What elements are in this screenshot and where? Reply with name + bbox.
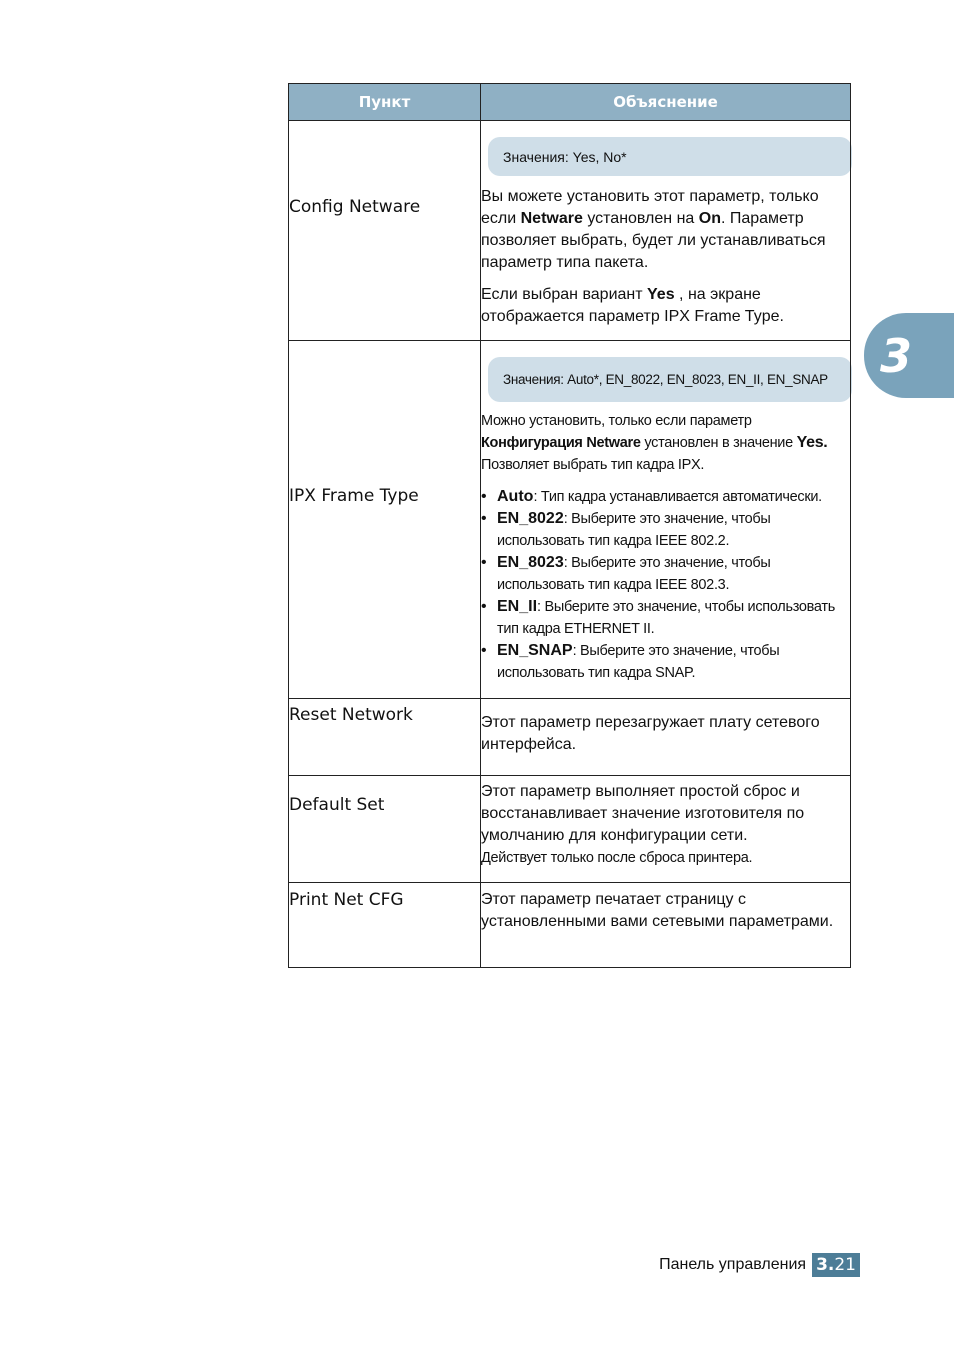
option-text: : Выберите это значение, чтобы использовать тип кадра IEEE 802.3. bbox=[497, 555, 771, 593]
item-cell bbox=[289, 883, 481, 968]
header-explanation: Объяснение bbox=[481, 84, 851, 121]
text: Если выбран вариант bbox=[481, 286, 648, 303]
item-name: Reset Network bbox=[289, 705, 413, 725]
item-cell bbox=[289, 699, 481, 776]
header-item: Пункт bbox=[289, 84, 481, 121]
page-number: 21 bbox=[834, 1255, 856, 1275]
table-header-row bbox=[289, 84, 851, 121]
table-row bbox=[289, 121, 851, 341]
option-name: EN_8023 bbox=[497, 554, 564, 571]
text: Вы можете установить этот параметр, только если bbox=[481, 188, 819, 227]
chapter-tab bbox=[864, 313, 954, 398]
text: . Параметр позволяет выбрать, будет ли устанавливаться параметр типа пакета. bbox=[481, 210, 826, 271]
section-title: Панель управления bbox=[659, 1256, 807, 1273]
option-name: EN_II bbox=[497, 598, 538, 615]
item-name: Print Net CFG bbox=[289, 890, 404, 910]
settings-table bbox=[288, 83, 851, 968]
option-name: EN_8022 bbox=[497, 510, 564, 527]
text: установлен на bbox=[582, 210, 699, 227]
chapter-number: 3 bbox=[880, 328, 913, 383]
item-name: Config Netware bbox=[289, 197, 421, 217]
item-cell bbox=[289, 121, 481, 341]
keyword: On bbox=[698, 210, 721, 227]
list-item bbox=[481, 596, 850, 640]
option-text: : Выберите это значение, чтобы использовать тип кадра SNAP. bbox=[497, 643, 780, 681]
item-name: IPX Frame Type bbox=[289, 486, 419, 506]
item-name: Default Set bbox=[289, 795, 385, 815]
keyword: Yes bbox=[647, 286, 675, 303]
list-item bbox=[481, 552, 850, 596]
page-footer bbox=[659, 1253, 860, 1277]
desc-paragraph bbox=[481, 284, 850, 328]
desc-cell bbox=[481, 699, 851, 776]
text: Можно установить, только если параметр bbox=[481, 413, 752, 429]
table-row bbox=[289, 776, 851, 883]
text: установлен в значение bbox=[640, 435, 797, 451]
chapter-prefix: 3. bbox=[816, 1255, 835, 1275]
option-text: : Выберите это значение, чтобы использовать тип кадра ETHERNET II. bbox=[497, 599, 835, 637]
text: Позволяет выбрать тип кадра IPX. bbox=[481, 457, 705, 473]
desc-paragraph: Этот параметр перезагружает плату сетевого интерфейса. bbox=[481, 714, 820, 753]
desc-cell bbox=[481, 121, 851, 341]
list-item bbox=[481, 486, 850, 508]
keyword: Netware bbox=[520, 210, 583, 227]
table-row bbox=[289, 699, 851, 776]
desc-paragraph: Этот параметр выполняет простой сброс и восстанавливает значение изготовителя по умолчанию для конфигурации сети. bbox=[481, 783, 805, 844]
values-pill: Значения: Yes, No* bbox=[488, 137, 852, 176]
desc-paragraph bbox=[481, 410, 850, 476]
desc-cell bbox=[481, 341, 851, 699]
item-cell bbox=[289, 341, 481, 699]
desc-cell bbox=[481, 883, 851, 968]
text: , на экране отображается параметр IPX Frame Type. bbox=[481, 286, 784, 325]
option-name: Auto bbox=[497, 488, 534, 505]
keyword: Yes. bbox=[796, 434, 828, 451]
option-text: : Тип кадра устанавливается автоматически. bbox=[533, 489, 822, 505]
desc-paragraph: Этот параметр печатает страницу с установленными вами сетевыми параметрами. bbox=[481, 891, 834, 930]
table-row bbox=[289, 341, 851, 699]
list-item bbox=[481, 640, 850, 684]
option-name: EN_SNAP bbox=[497, 642, 573, 659]
list-item bbox=[481, 508, 850, 552]
desc-note: Действует только после сброса принтера. bbox=[481, 850, 753, 866]
frame-type-list bbox=[481, 486, 850, 684]
desc-cell bbox=[481, 776, 851, 883]
keyword: Конфигурация Netware bbox=[481, 435, 641, 451]
table-row bbox=[289, 883, 851, 968]
item-cell bbox=[289, 776, 481, 883]
option-text: : Выберите это значение, чтобы использовать тип кадра IEEE 802.2. bbox=[497, 511, 771, 549]
desc-paragraph bbox=[481, 186, 850, 274]
values-pill: Значения: Auto*, EN_8022, EN_8023, EN_II, EN_SNAP bbox=[488, 357, 852, 402]
page-number-badge bbox=[812, 1253, 860, 1277]
